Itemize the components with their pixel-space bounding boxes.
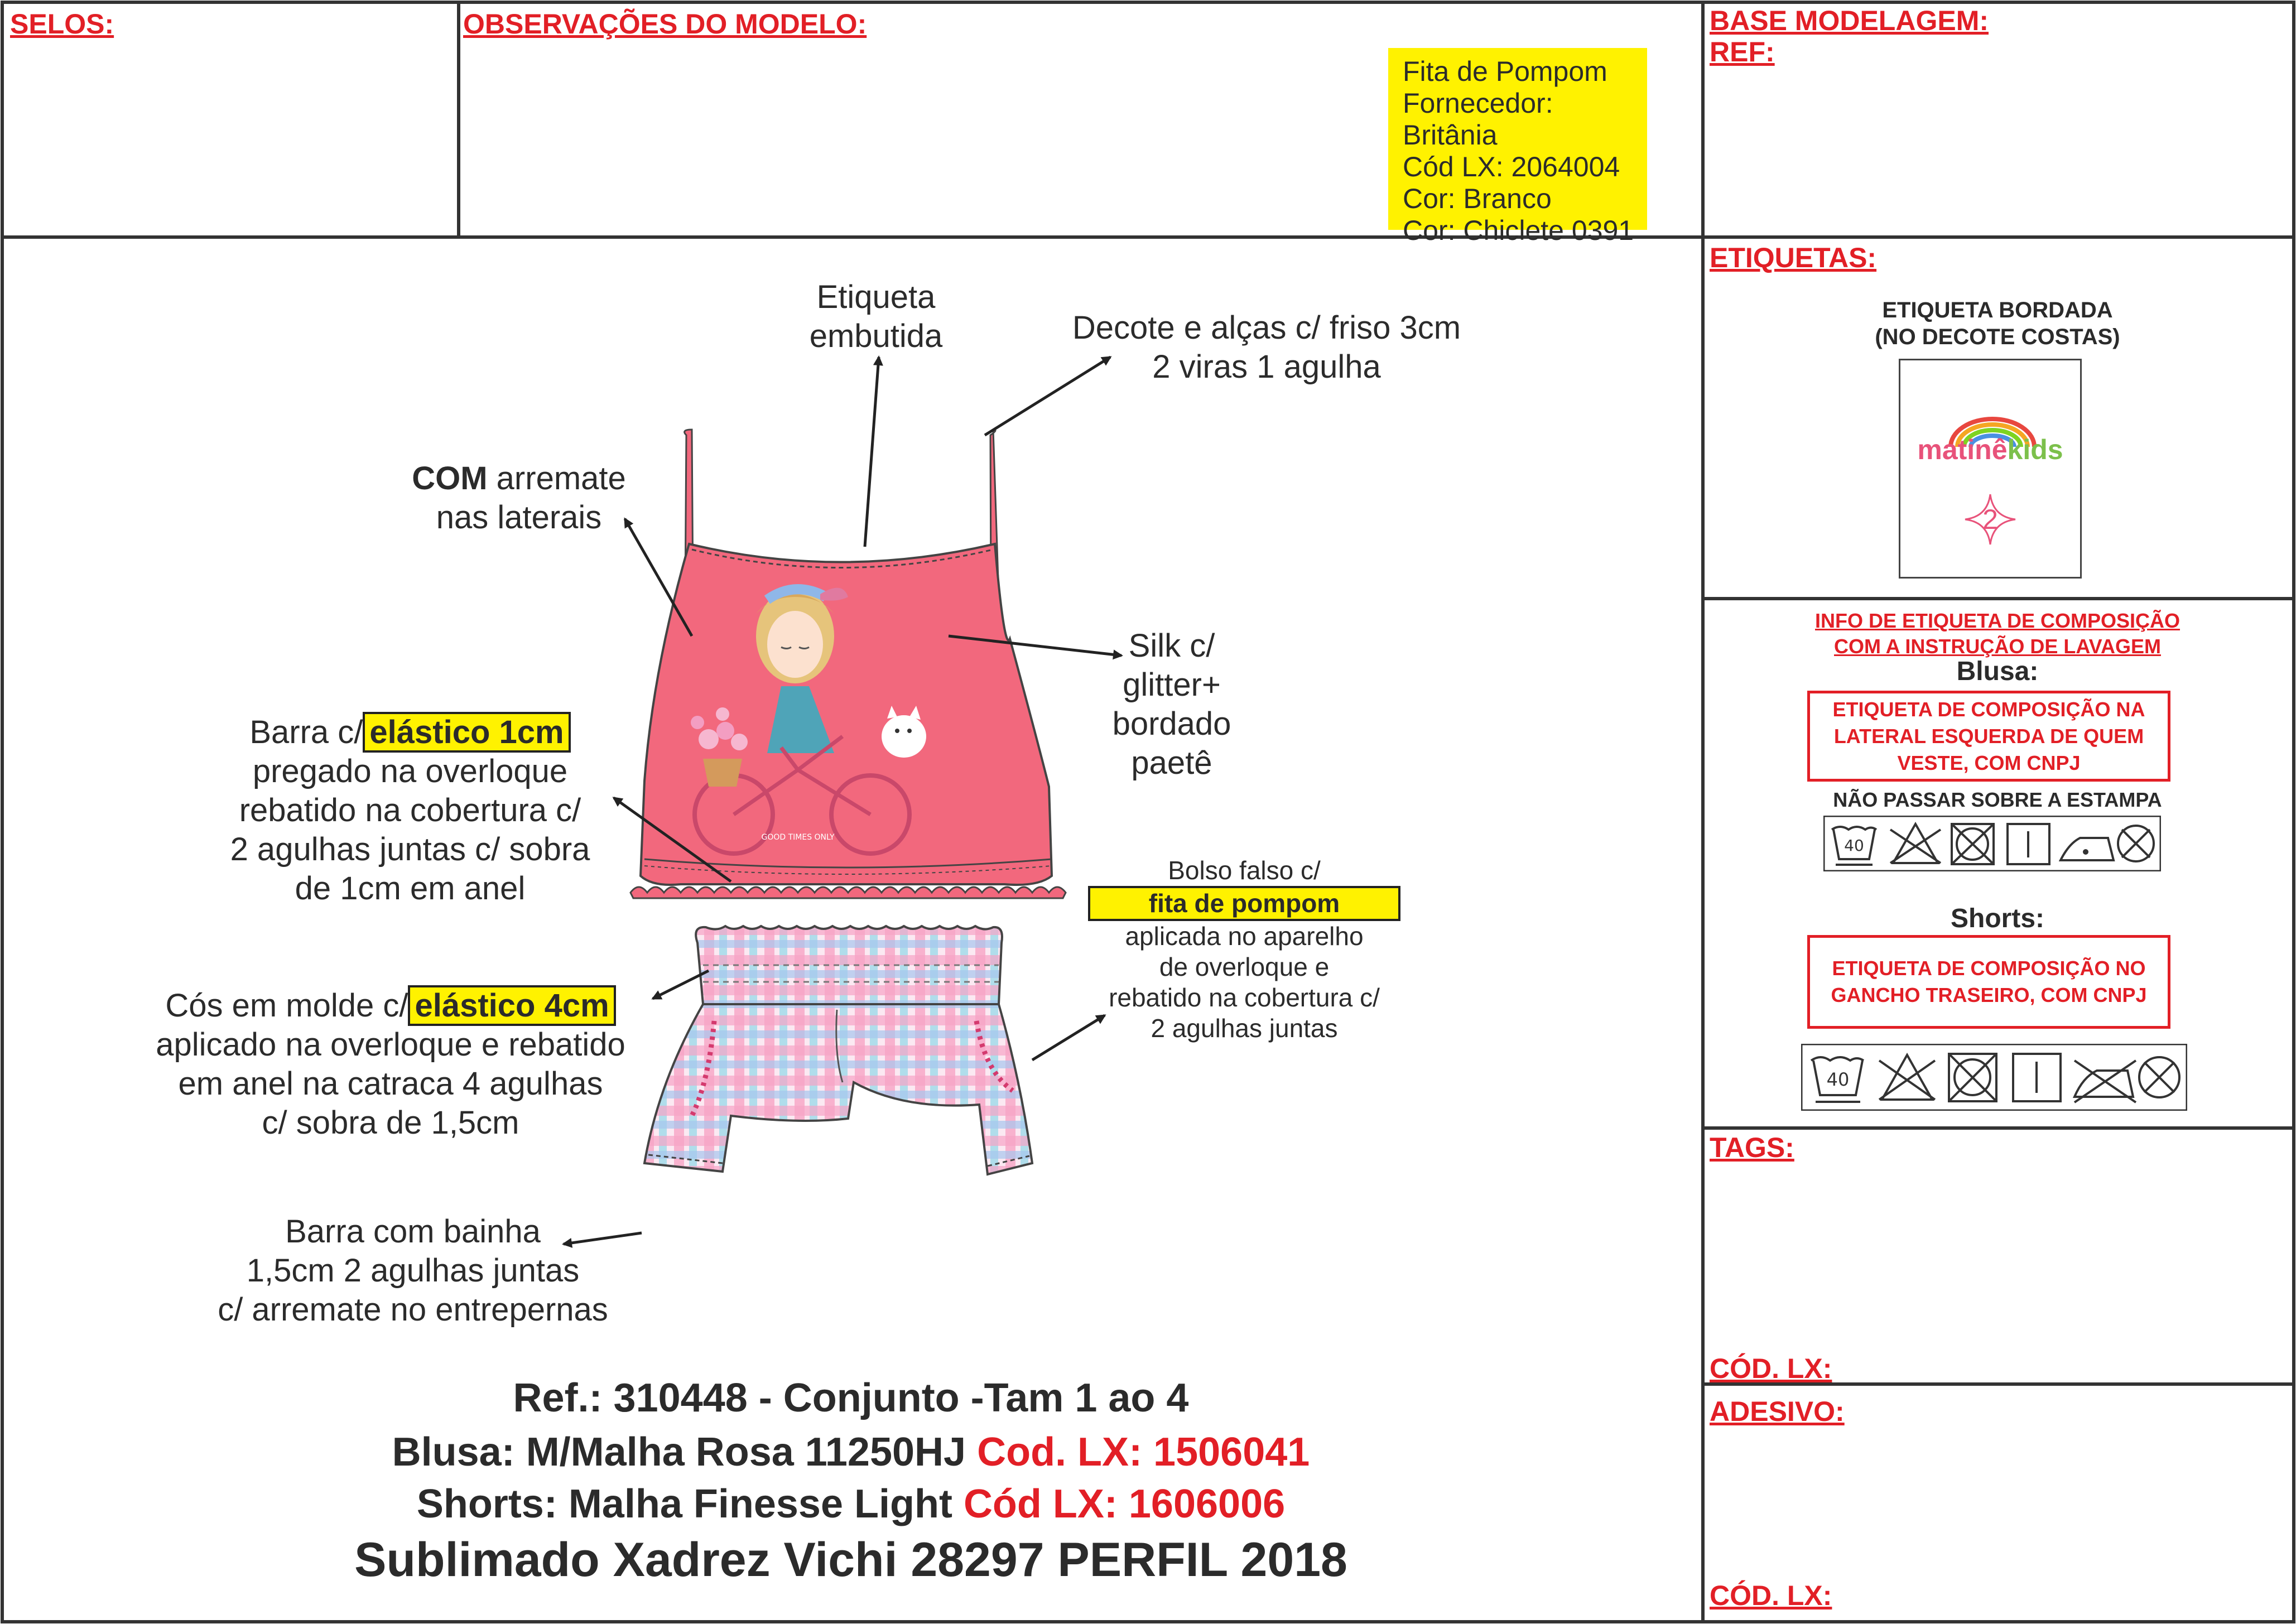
tags-label: TAGS: (1710, 1132, 1794, 1163)
title-line: (NO DECOTE COSTAS) (1875, 325, 2120, 349)
title-line: COM A INSTRUÇÃO DE LAVAGEM (1834, 635, 2161, 658)
etiqueta-annotation (781, 278, 971, 356)
footer-sublimado: Sublimado Xadrez Vichi 28297 PERFIL 2018 (354, 1533, 1347, 1587)
wash-temp: 40 (1826, 1069, 1850, 1090)
ann-line: 1,5cm 2 agulhas juntas (246, 1252, 580, 1289)
brand-logo-b: kids (2007, 434, 2063, 465)
footer-ref: Ref.: 310448 - Conjunto -Tam 1 ao 4 (513, 1376, 1189, 1420)
box-line: ETIQUETA DE COMPOSIÇÃO NA (1832, 697, 2145, 721)
box-line: ETIQUETA DE COMPOSIÇÃO NO (1832, 957, 2146, 980)
nao-passar-label: NÃO PASSAR SOBRE A ESTAMPA (1833, 788, 2162, 811)
note-line: Cor: Chiclete 0391 (1403, 215, 1634, 246)
ann-line: c/ sobra de 1,5cm (262, 1105, 519, 1141)
size-number: 2 (1982, 504, 1998, 535)
note-line: Fita de Pompom (1403, 56, 1607, 87)
adesivo-cod-lx-label: CÓD. LX: (1710, 1580, 1832, 1611)
footer-blusa-fabric: Blusa: M/Malha Rosa 11250HJ (392, 1430, 978, 1474)
ann-line: rebatido na cobertura c/ (239, 792, 581, 828)
elastico-1cm-highlight: elástico 1cm (363, 712, 570, 753)
print-tagline: GOOD TIMES ONLY (761, 833, 835, 842)
shorts-composition-box (1807, 935, 2170, 1029)
selos-label: SELOS: (10, 8, 114, 40)
ann-line: rebatido na cobertura c/ (1109, 983, 1380, 1012)
ann-line: Etiqueta (816, 279, 936, 315)
box-line: GANCHO TRASEIRO, COM CNPJ (1831, 984, 2147, 1006)
brand-logo-a: matinê (1917, 434, 2008, 465)
base-modelagem-label: BASE MODELAGEM: (1710, 5, 1989, 36)
woven-label (1899, 359, 2082, 579)
ann-line: aplicado na overloque e rebatido (156, 1027, 625, 1063)
decote-annotation (1038, 309, 1495, 387)
observacoes-label: OBSERVAÇÕES DO MODELO: (463, 8, 867, 40)
com-bold: COM (412, 460, 488, 497)
note-line: Cód LX: 2064004 (1403, 151, 1620, 182)
ann-line: Decote e alças c/ friso 3cm (1072, 310, 1461, 346)
wash-temp: 40 (1844, 836, 1864, 855)
etiqueta-bordada-title (1707, 297, 2288, 350)
ann-line: aplicada no aparelho (1125, 922, 1364, 951)
ann-line: 2 viras 1 agulha (1152, 349, 1381, 385)
info-title (1707, 608, 2288, 659)
ref-label: REF: (1710, 36, 1775, 68)
ann-line: 2 agulhas juntas (1151, 1014, 1338, 1043)
blusa-label: Blusa: (1956, 657, 2039, 686)
ann-line: em anel na catraca 4 agulhas (178, 1066, 603, 1102)
etiquetas-label: ETIQUETAS: (1710, 242, 1877, 273)
title-line: ETIQUETA BORDADA (1882, 298, 2113, 322)
note-line: Fornecedor: Britânia (1403, 88, 1553, 151)
ann-prefix: Cós em molde c/ (165, 987, 408, 1024)
ann-prefix: Barra c/ (249, 714, 363, 750)
silk-annotation (1094, 627, 1250, 783)
com-rest: arremate (487, 460, 626, 497)
footer-blusa (0, 1430, 1702, 1474)
ann-line: de 1cm em anel (295, 870, 526, 907)
ann-line: bordado (1112, 706, 1231, 742)
ann-line: glitter+ (1123, 667, 1221, 703)
cos-annotation (112, 986, 670, 1143)
barra-elastico-annotation (184, 713, 636, 908)
com-arremate-annotation (379, 459, 658, 537)
ann-line: nas laterais (436, 499, 602, 536)
tags-cod-lx-label: CÓD. LX: (1710, 1353, 1832, 1384)
note-line: Cor: Branco (1403, 183, 1552, 214)
ann-line: Silk c/ (1128, 628, 1215, 664)
ann-line: paetê (1131, 745, 1212, 781)
fita-pompom-highlight: fita de pompom (1088, 886, 1400, 921)
adesivo-label: ADESIVO: (1710, 1396, 1845, 1427)
barra-bainha-annotation (167, 1212, 658, 1329)
ann-line: 2 agulhas juntas c/ sobra (230, 831, 590, 868)
ann-line: embutida (809, 318, 943, 354)
footer-shorts-code: Cód LX: 1606006 (963, 1482, 1286, 1526)
blusa-care-symbols (1823, 816, 2161, 871)
shorts-care-symbols (1801, 1044, 2187, 1111)
blusa-composition-box (1807, 691, 2170, 782)
ann-line: Barra com bainha (285, 1213, 541, 1250)
ann-line: Bolso falso c/ (1168, 856, 1321, 885)
box-line: LATERAL ESQUERDA DE QUEM (1833, 724, 2144, 748)
shorts-label: Shorts: (1951, 904, 2044, 933)
ann-line: c/ arremate no entrepernas (218, 1292, 608, 1328)
ann-line: de overloque e (1159, 952, 1330, 981)
bolso-annotation (1066, 855, 1423, 1044)
elastico-4cm-highlight: elástico 4cm (408, 985, 615, 1026)
footer-blusa-code: Cod. LX: 1506041 (977, 1430, 1310, 1474)
box-line: VESTE, COM CNPJ (1897, 751, 2081, 774)
ann-line: pregado na overloque (252, 753, 568, 789)
brand-logo (1900, 433, 2080, 466)
title-line: INFO DE ETIQUETA DE COMPOSIÇÃO (1814, 609, 2181, 632)
footer-shorts (0, 1482, 1702, 1526)
footer-shorts-fabric: Shorts: Malha Finesse Light (416, 1482, 964, 1526)
